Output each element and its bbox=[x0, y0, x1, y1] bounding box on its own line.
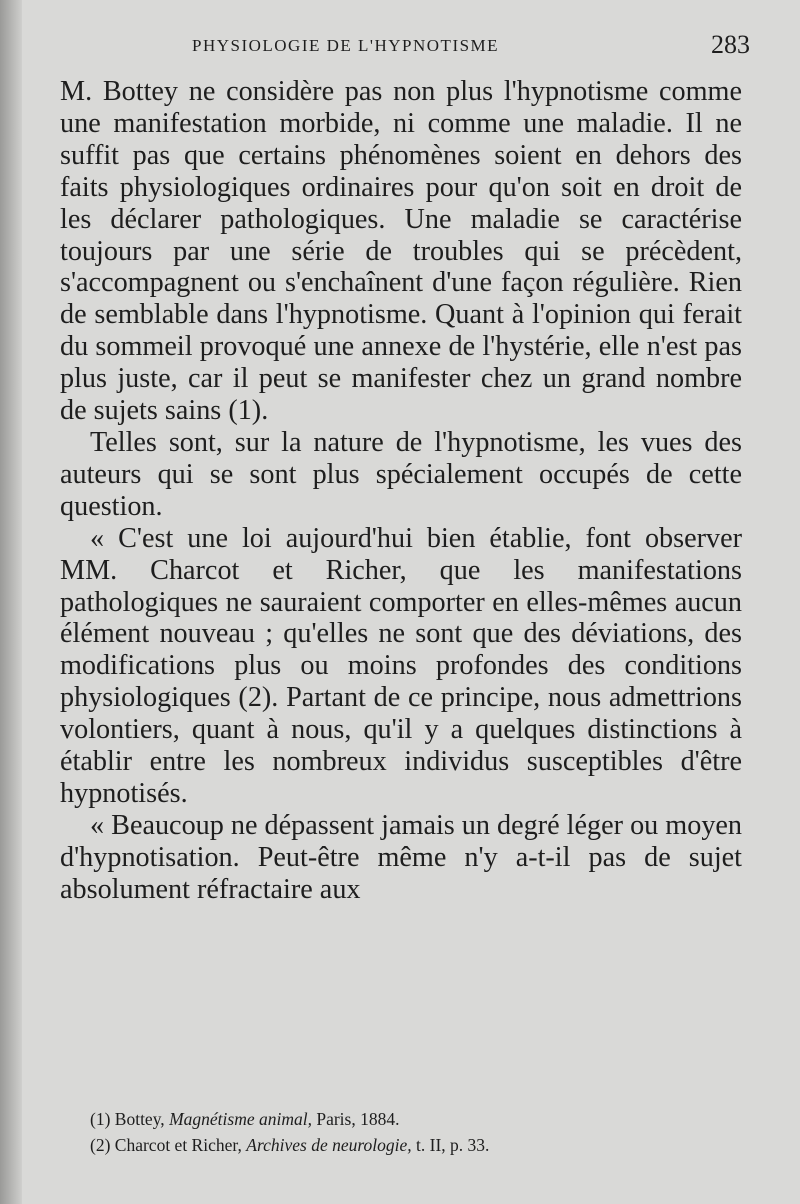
footnote-author: Bottey, bbox=[114, 1109, 165, 1129]
footnote-rest: t. II, p. 33. bbox=[416, 1135, 490, 1155]
paragraph-1: M. Bottey ne considère pas non plus l'hypnotisme comme une manifestation morbide, ni comme une maladie. Il ne suffit pas que certains phénomènes soient en dehors des faits physiologiques ordinaires pour qu'on soit en droit de les déclarer pathologiques. Une maladie se caractérise toujours par une série de troubles qui se précèdent, s'accompagnent ou s'enchaînent d'une façon régulière. Rien de semblable dans l'hypnotisme. Quant à l'opinion qui ferait du sommeil provoqué une annexe de l'hystérie, elle n'est pas plus juste, car il peut se manifester chez un grand nombre de sujets sains (1). bbox=[60, 76, 742, 427]
page-header bbox=[60, 30, 750, 64]
paragraph-2: Telles sont, sur la nature de l'hypnotisme, les vues des auteurs qui se sont plus spécialement occupés de cette question. bbox=[60, 426, 742, 522]
footnote-mark: (2) bbox=[90, 1135, 111, 1155]
footnote-2 bbox=[90, 1132, 770, 1158]
paragraph-4: « Beaucoup ne dépassent jamais un degré léger ou moyen d'hypnotisation. Peut-être même n'y a-t-il pas de sujet absolument réfractaire aux bbox=[60, 809, 743, 905]
body-text bbox=[60, 76, 742, 906]
footnotes bbox=[90, 1106, 770, 1158]
paragraph-3: « C'est une loi aujourd'hui bien établie, font observer MM. Charcot et Richer, que les manifestations pathologiques ne sauraient comporter en elles-mêmes aucun élément nouveau ; qu'elles ne sont que des déviations, des modifications plus ou moins profondes des conditions physiologiques (2). Partant de ce principe, nous admettrions volontiers, quant à nous, qu'il y a quelques distinctions à établir entre les nombreux individus susceptibles d'être hypnotisés. bbox=[60, 522, 742, 809]
footnote-rest: Paris, 1884. bbox=[316, 1109, 400, 1129]
footnote-author: Charcot et Richer, bbox=[114, 1135, 242, 1155]
page-number: 283 bbox=[711, 30, 750, 59]
footnote-title: Magnétisme animal, bbox=[169, 1109, 312, 1129]
footnote-title: Archives de neurologie, bbox=[246, 1135, 412, 1155]
footnote-1 bbox=[90, 1106, 770, 1132]
footnote-mark: (1) bbox=[90, 1109, 111, 1129]
page-edge bbox=[0, 0, 22, 1204]
running-head: PHYSIOLOGIE DE L'HYPNOTISME bbox=[192, 36, 500, 55]
